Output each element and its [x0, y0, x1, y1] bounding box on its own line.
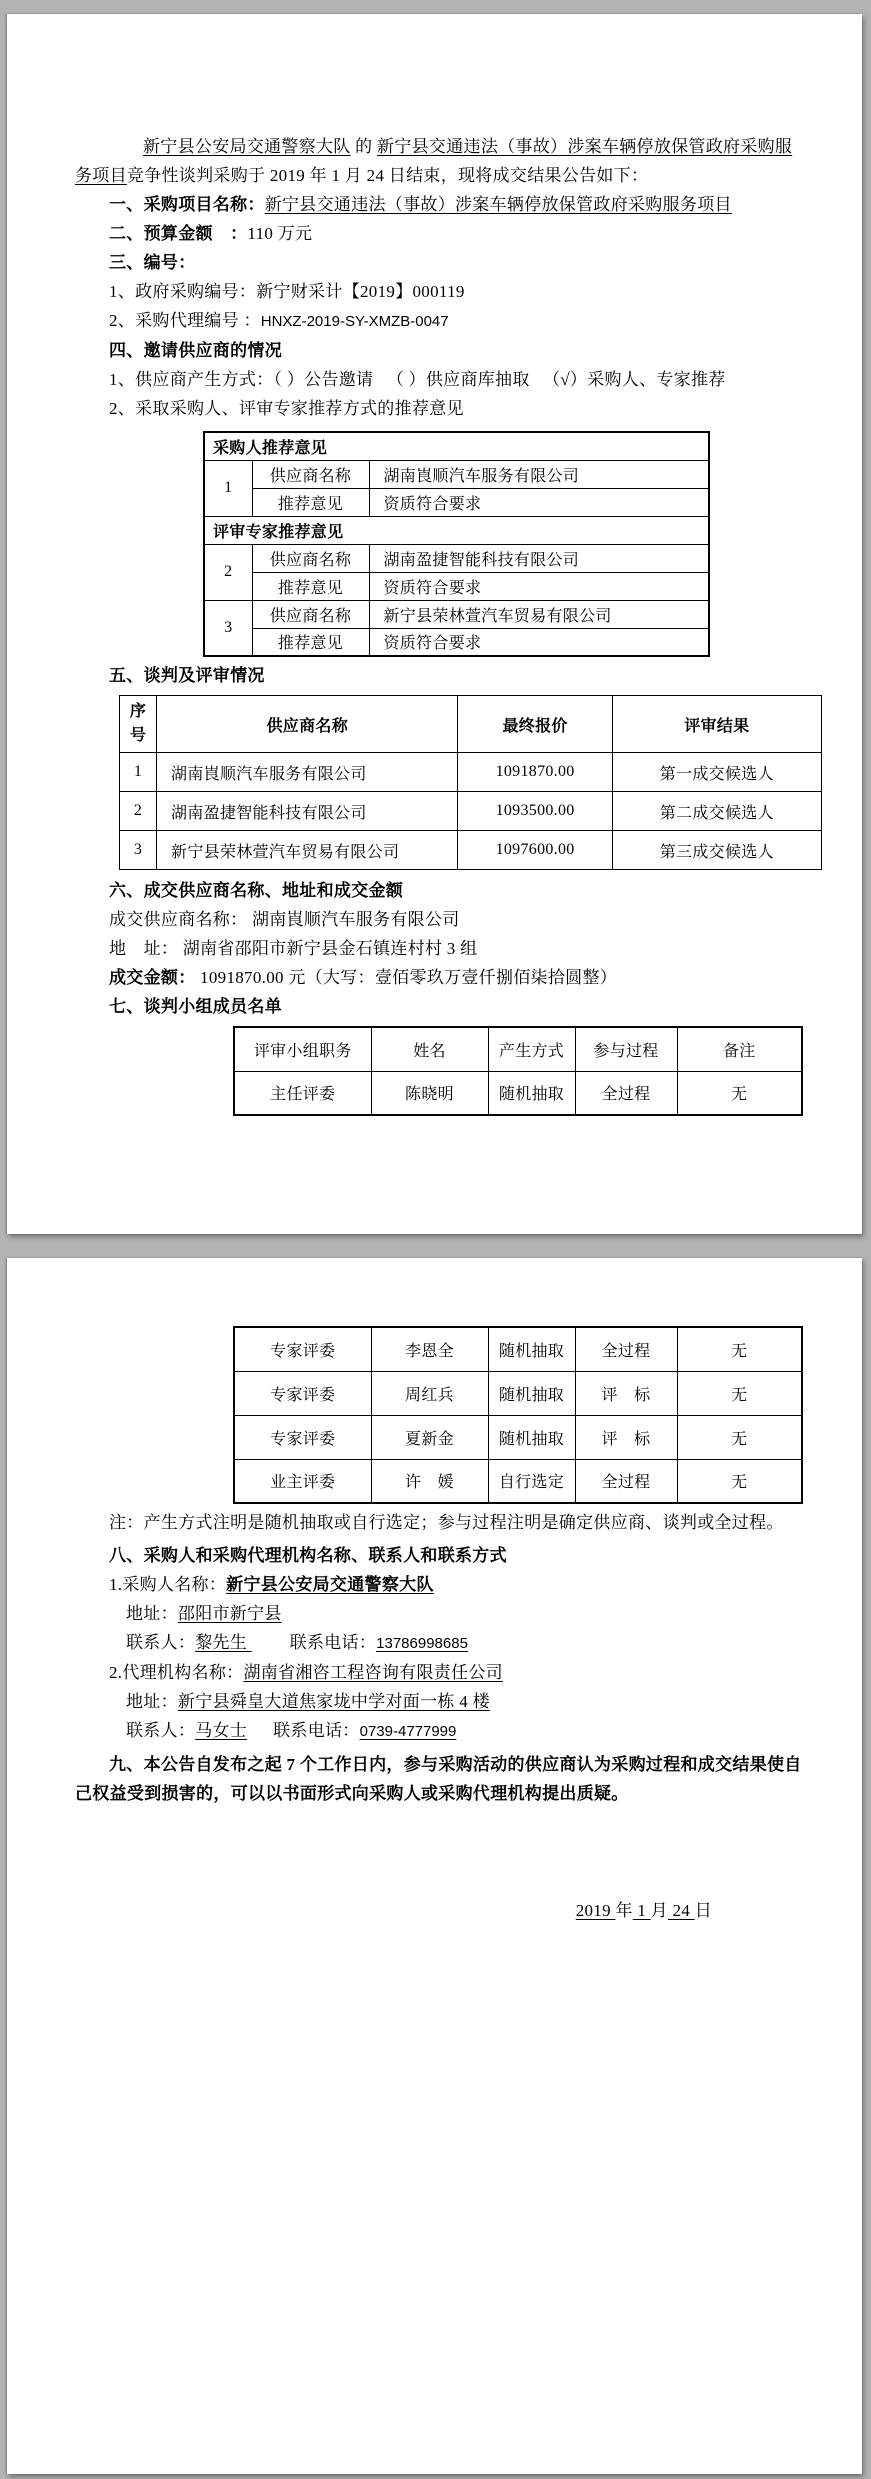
row-seq: 2 [120, 792, 157, 831]
panel-method: 随机抽取 [488, 1071, 575, 1115]
group3-number: 3 [204, 600, 252, 656]
row-seq: 3 [120, 831, 157, 870]
recommendation-method-line: 2、采取采购人、评审专家推荐方式的推荐意见 [109, 399, 464, 418]
buyer-contact-line [75, 1628, 804, 1658]
header-remark: 备注 [677, 1027, 802, 1071]
section-4-label: 四、邀请供应商的情况 [109, 341, 282, 360]
section-1 [75, 190, 804, 219]
panel-process: 评 标 [575, 1415, 677, 1459]
agent-phone-value: 0739-4777999 [359, 1723, 457, 1740]
panel-role: 业主评委 [234, 1459, 371, 1503]
panel-method: 自行选定 [488, 1459, 575, 1503]
group1-number: 1 [204, 460, 252, 516]
gov-number-label: 1、政府采购编号： [109, 282, 257, 301]
group2-number: 2 [204, 544, 252, 600]
announcement-date: 2019 年 1 月 24 日 [575, 1901, 712, 1920]
supplier-source-method: 1、供应商产生方式：（ ）公告邀请 （ ）供应商库抽取 （√）采购人、专家推荐 [109, 370, 726, 389]
winner-line [75, 905, 804, 934]
group1-supplier-name: 湖南崀顺汽车服务有限公司 [369, 460, 709, 488]
table-row [204, 488, 709, 516]
winner-address-line [75, 934, 804, 963]
table-row [204, 432, 709, 460]
agent-contact-value: 马女士 [195, 1721, 248, 1740]
deal-amount-line [75, 963, 804, 992]
panel-name: 陈晓明 [371, 1071, 488, 1115]
buyer-name-label: 1.采购人名称： [109, 1575, 227, 1594]
winner-label: 成交供应商名称： [109, 910, 252, 929]
section-8-label: 八、采购人和采购代理机构名称、联系人和联系方式 [109, 1546, 507, 1565]
table-row [120, 792, 822, 831]
note-paragraph: 注：产生方式注明是随机抽取或自行选定；参与过程注明是确定供应商、谈判或全过程。 [109, 1513, 784, 1532]
buyer-address-label: 地址： [126, 1604, 178, 1623]
table-row [234, 1071, 802, 1115]
row-seq: 1 [120, 753, 157, 792]
panel-role: 专家评委 [234, 1371, 371, 1415]
buyer-address-value: 邵阳市新宁县 [177, 1604, 282, 1623]
row-result: 第二成交候选人 [612, 792, 821, 831]
header-supplier: 供应商名称 [157, 696, 458, 753]
header-result: 评审结果 [612, 696, 821, 753]
page-2 [7, 1258, 862, 2474]
supplier-name-label: 供应商名称 [252, 544, 369, 572]
section-1-label: 一、采购项目名称： [109, 195, 265, 214]
row-result: 第一成交候选人 [612, 753, 821, 792]
agent-name-line [75, 1658, 804, 1687]
section-4 [75, 336, 804, 365]
table-row [204, 460, 709, 488]
panel-method: 随机抽取 [488, 1371, 575, 1415]
panel-name: 周红兵 [371, 1371, 488, 1415]
intro-paragraph [75, 132, 804, 190]
opinion-label: 推荐意见 [252, 488, 369, 516]
project-name: 新宁县交通违法（事故）涉案车辆停放保管政府采购服务项目 [75, 137, 793, 185]
section-2 [75, 219, 804, 248]
group3-supplier-name: 新宁县荣林萱汽车贸易有限公司 [369, 600, 709, 628]
deal-amount: 1091870.00 元（大写：壹佰零玖万壹仟捌佰柒拾圆整） [195, 968, 618, 987]
panel-remark: 无 [677, 1327, 802, 1371]
table-row [120, 753, 822, 792]
table-row [204, 628, 709, 656]
table-row [120, 831, 822, 870]
panel-remark: 无 [677, 1071, 802, 1115]
table-row [234, 1459, 802, 1503]
table-header-row [234, 1027, 802, 1071]
date-day: 24 [667, 1901, 695, 1920]
table-row [204, 516, 709, 544]
table-row [204, 544, 709, 572]
agent-contact-label: 联系人： [126, 1721, 196, 1740]
group2-supplier-name: 湖南盈捷智能科技有限公司 [369, 544, 709, 572]
header-role: 评审小组职务 [234, 1027, 371, 1071]
panel-method: 随机抽取 [488, 1415, 575, 1459]
supplier-name-label: 供应商名称 [252, 460, 369, 488]
section-2-label: 二、预算金额 ： [109, 224, 248, 243]
row-price: 1091870.00 [458, 753, 612, 792]
evaluation-table [119, 695, 822, 870]
date-month: 1 [632, 1901, 651, 1920]
group1-opinion: 资质符合要求 [369, 488, 709, 516]
table-row [204, 600, 709, 628]
group2-opinion: 资质符合要求 [369, 572, 709, 600]
header-price: 最终报价 [458, 696, 612, 753]
buyer-phone-label: 联系电话： [289, 1633, 377, 1652]
agent-name-label: 2.代理机构名称： [109, 1663, 244, 1682]
buyer-name-value: 新宁县公安局交通警察大队 [226, 1575, 434, 1594]
supplier-name-label: 供应商名称 [252, 600, 369, 628]
table-row [234, 1371, 802, 1415]
buyer-name-line [75, 1570, 804, 1599]
panel-process: 全过程 [575, 1327, 677, 1371]
winner-name: 湖南崀顺汽车服务有限公司 [251, 910, 460, 929]
panel-role: 专家评委 [234, 1327, 371, 1371]
winner-address: 湖南省邵阳市新宁县金石镇连村村 3 组 [182, 939, 478, 958]
agency-number-value: HNXZ-2019-SY-XMZB-0047 [260, 313, 449, 330]
section-3 [75, 248, 804, 277]
row-supplier: 新宁县荣林萱汽车贸易有限公司 [157, 831, 458, 870]
expert-recommendation-header: 评审专家推荐意见 [204, 516, 709, 544]
section-6-label: 六、成交供应商名称、地址和成交金额 [109, 881, 404, 900]
agent-contact-line [75, 1716, 804, 1746]
gov-number-value: 新宁财采计【2019】000119 [256, 282, 465, 301]
panel-process: 全过程 [575, 1071, 677, 1115]
row-price: 1097600.00 [458, 831, 612, 870]
row-result: 第三成交候选人 [612, 831, 821, 870]
panel-role: 主任评委 [234, 1071, 371, 1115]
row-supplier: 湖南盈捷智能科技有限公司 [157, 792, 458, 831]
agent-address-value: 新宁县舜皇大道焦家垅中学对面一栋 4 楼 [177, 1692, 490, 1711]
panel-table-page2 [233, 1326, 803, 1504]
buyer-name: 新宁县公安局交通警察大队 [143, 137, 351, 156]
agency-number-label: 2、采购代理编号 ： [109, 311, 261, 330]
table-row [234, 1415, 802, 1459]
agent-name-value: 湖南省湘咨工程咨询有限责任公司 [243, 1663, 503, 1682]
buyer-contact-label: 联系人： [126, 1633, 196, 1652]
panel-process: 全过程 [575, 1459, 677, 1503]
buyer-contact-value: 黎先生 [195, 1633, 252, 1652]
agent-phone-label: 联系电话： [273, 1721, 360, 1740]
header-process: 参与过程 [575, 1027, 677, 1071]
deal-amount-label: 成交金额： [109, 968, 196, 987]
intro-connector: 的 [350, 137, 378, 156]
gov-procurement-number [75, 277, 804, 306]
agency-procurement-number [75, 306, 804, 336]
panel-remark: 无 [677, 1459, 802, 1503]
section-1-value: 新宁县交通违法（事故）涉案车辆停放保管政府采购服务项目 [264, 195, 732, 214]
panel-name: 夏新金 [371, 1415, 488, 1459]
buyer-phone-value: 13786998685 [376, 1635, 468, 1652]
panel-remark: 无 [677, 1371, 802, 1415]
section-9-paragraph: 九、本公告自发布之起 7 个工作日内，参与采购活动的供应商认为采购过程和成交结果使自己权益受到损害的，可以以书面形式向采购人或采购代理机构提出质疑。 [75, 1755, 802, 1803]
panel-method: 随机抽取 [488, 1327, 575, 1371]
table-row [234, 1327, 802, 1371]
header-method: 产生方式 [488, 1027, 575, 1071]
intro-rest: 竞争性谈判采购于 2019 年 1 月 24 日结束，现将成交结果公告如下： [126, 166, 649, 185]
header-seq: 序号 [120, 696, 157, 753]
page-1 [7, 14, 862, 1234]
row-price: 1093500.00 [458, 792, 612, 831]
recommendation-table [203, 431, 710, 657]
opinion-label: 推荐意见 [252, 572, 369, 600]
agent-address-line [75, 1687, 804, 1716]
panel-remark: 无 [677, 1415, 802, 1459]
date-year: 2019 [575, 1901, 616, 1920]
buyer-address-line [75, 1599, 804, 1628]
section-7-label: 七、谈判小组成员名单 [109, 997, 282, 1016]
panel-name: 许 媛 [371, 1459, 488, 1503]
panel-process: 评 标 [575, 1371, 677, 1415]
winner-address-label: 地 址： [109, 939, 183, 958]
row-supplier: 湖南崀顺汽车服务有限公司 [157, 753, 458, 792]
section-3-label: 三、编号： [109, 253, 196, 272]
opinion-label: 推荐意见 [252, 628, 369, 656]
header-name: 姓名 [371, 1027, 488, 1071]
table-row [204, 572, 709, 600]
buyer-recommendation-header: 采购人推荐意见 [204, 432, 709, 460]
section-2-value: 110 万元 [247, 224, 313, 243]
agent-address-label: 地址： [126, 1692, 178, 1711]
panel-name: 李恩全 [371, 1327, 488, 1371]
panel-role: 专家评委 [234, 1415, 371, 1459]
table-header-row [120, 696, 822, 753]
group3-opinion: 资质符合要求 [369, 628, 709, 656]
section-5-label: 五、谈判及评审情况 [109, 666, 265, 685]
panel-table-page1 [233, 1026, 803, 1116]
